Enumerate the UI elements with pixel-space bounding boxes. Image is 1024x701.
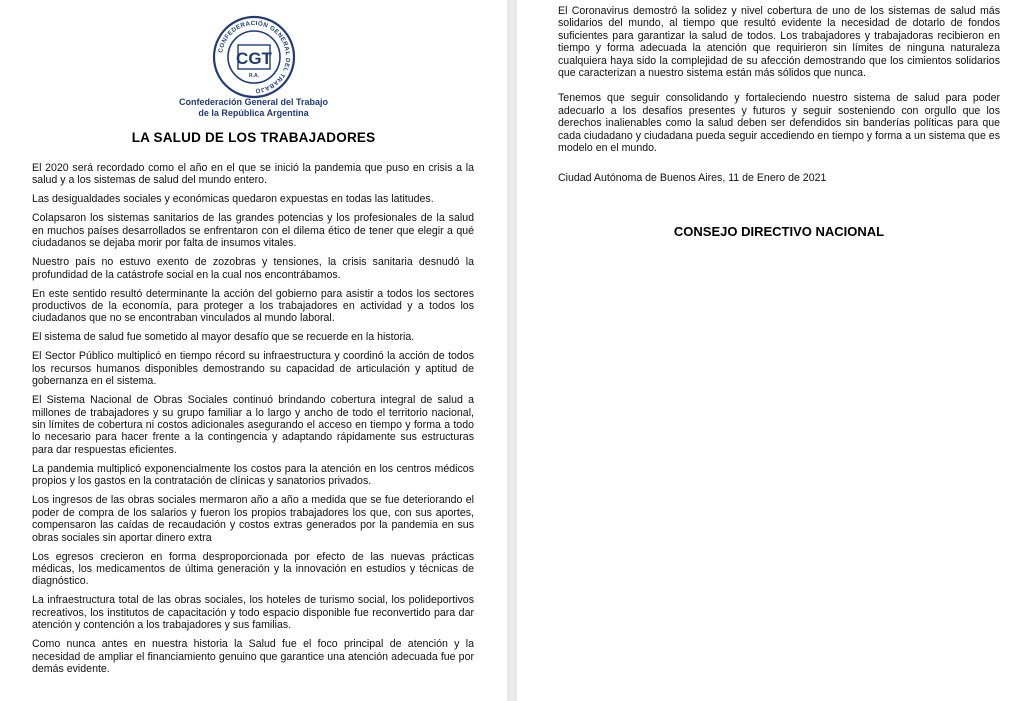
org-line-1: Confederación General del Trabajo xyxy=(178,97,329,107)
paragraph: Los ingresos de las obras sociales mermaron año a año a medida que se fue deteriorando el poder de compra de los salarios y fueron los propios trabajadores los que, con sus aportes, compensaron las caídas de recaudación y costos extras generados por la pandemia en sus obras sociales sin aportar dinero extra xyxy=(32,494,474,544)
right-column-body xyxy=(558,5,1000,239)
paragraph: El Sector Público multiplicó en tiempo récord su infraestructura y coordinó la acción de todos los recursos humanos disponibles demostrando su capacidad de articulación y aptitud de gobernanza en el sistema. xyxy=(32,350,474,388)
document-title: LA SALUD DE LOS TRABAJADORES xyxy=(131,130,376,145)
logo-letters: CGT xyxy=(236,49,272,68)
organization-name xyxy=(0,97,507,119)
logo-ring-text: CONFEDERACIÓN GENERAL DEL TRABAJO xyxy=(217,19,292,95)
signature-council: CONSEJO DIRECTIVO NACIONAL xyxy=(673,224,885,240)
paragraph: Las desigualdades sociales y económicas quedaron expuestas en todas las latitudes. xyxy=(32,193,434,206)
paragraph: El sistema de salud fue sometido al mayor desafío que se recuerde en la historia. xyxy=(32,331,415,344)
left-column-body xyxy=(32,162,474,682)
org-line-2: de la República Argentina xyxy=(198,108,309,118)
paragraph: Tenemos que seguir consolidando y fortaleciendo nuestro sistema de salud para poder adecuarlo a los desafíos presentes y futuros y seguir sosteniendo con orgullo que los derechos inalienables como la salud deben ser defendidos sin banderías políticas para que cada ciudadano y ciudadana pueda seguir accediendo en tiempo y forma a un sistema que es modelo en el mundo. xyxy=(558,92,1000,155)
paragraph: En este sentido resultó determinante la acción del gobierno para asistir a todos los sectores productivos de la economía, para proteger a los trabajadores en actividad y a todos los ciudadanos que no se encontraban vinculados al mundo laboral. xyxy=(32,287,474,325)
paragraph: El Coronavirus demostró la solidez y nivel cobertura de uno de los sistemas de salud más solidarios del mundo, al tiempo que resultó evidente la necesidad de dotarlo de fondos suficientes para garantizar la salud de todos. Los trabajadores y trabajadoras recibieron en tiempo y forma adecuada la atención que requirieron sin límites de ninguna naturaleza cualquiera haya sido la complejidad de su afección demostrando que los cimientos solidarios que caracterizan a nuestro sistema están más sólidos que nunca. xyxy=(558,5,1000,80)
paragraph: La pandemia multiplicó exponencialmente los costos para la atención en los centros médicos propios y los gastos en la contratación de clínicas y sanatorios privados. xyxy=(32,462,474,488)
date-line: Ciudad Autónoma de Buenos Aires, 11 de Enero de 2021 xyxy=(558,172,827,185)
logo-subtext: R.A. xyxy=(249,73,259,79)
paragraph: Como nunca antes en nuestra historia la Salud fue el foco principal de atención y la necesidad de ampliar el financiamiento genuino que garantice una atención adecuada fue por demás evidente. xyxy=(32,638,474,675)
cgt-logo xyxy=(212,15,296,99)
page-gutter xyxy=(507,0,517,701)
paragraph: Los egresos crecieron en forma desproporcionada por efecto de las nuevas prácticas médicas, los medicamentos de última generación y la innovación en estudios y técnicas de diagnóstico. xyxy=(32,550,474,588)
paragraph: El 2020 será recordado como el año en el que se inició la pandemia que puso en crisis a la salud y a los sistemas de salud del mundo entero. xyxy=(32,162,474,187)
paragraph: El Sistema Nacional de Obras Sociales continuó brindando cobertura integral de salud a millones de trabajadores y su grupo familiar a lo largo y ancho de todo el territorio nacional, sin límites de cobertura ni costos adicionales asegurando el acceso en tiempo y forma a todo lo necesario para hacer frente a la contingencia y adaptando rápidamente sus estructuras para dar respuestas eficientes. xyxy=(32,394,474,456)
paragraph: Nuestro país no estuvo exento de zozobras y tensiones, la crisis sanitaria desnudó la profundidad de la catástrofe social en la cual nos encontrábamos. xyxy=(32,256,474,281)
cgt-emblem-icon xyxy=(212,15,296,99)
paragraph: La infraestructura total de las obras sociales, los hoteles de turismo social, los polideportivos recreativos, los institutos de capacitación y todo espacio disponible fue reconvertido para dar atención y contención a los trabajadores y sus familias. xyxy=(32,594,474,632)
paragraph: Colapsaron los sistemas sanitarios de las grandes potencias y los profesionales de la salud en muchos países desarrollados se enfrentaron con el dilema ético de tener que elegir a qué ciudadanos se dejaba morir por falta de insumos vitales. xyxy=(32,212,474,250)
